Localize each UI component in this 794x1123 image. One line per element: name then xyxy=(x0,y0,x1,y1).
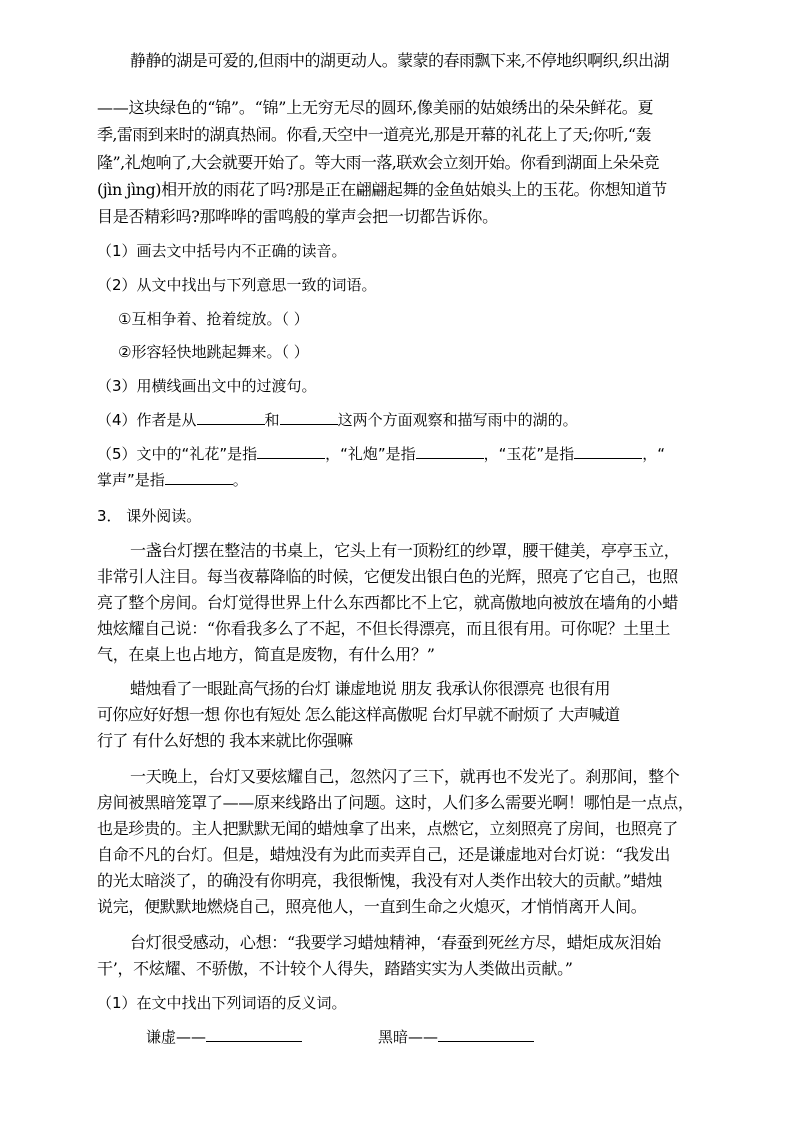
antonym-label: 黑暗—— xyxy=(378,1028,439,1046)
paragraph-line: 一天晚上，台灯又要炫耀自己，忽然闪了三下，就再也不发光了。刹那间，整个 xyxy=(130,767,680,786)
question-5-text: ，“礼炮”是指 xyxy=(325,445,416,463)
paragraph-line: 台灯很受感动，心想：“我要学习蜡烛精神，‘春蚕到死丝方尽，蜡炬成灰泪始 xyxy=(130,933,661,952)
antonym-row xyxy=(378,1027,534,1047)
antonym-row xyxy=(146,1027,302,1047)
question-2-item-a: ①互相争着、抢着绽放。（ ） xyxy=(118,310,309,328)
paragraph-line: 气，在桌上也占地方，简直是废物，有什么用？” xyxy=(97,645,435,664)
question-5-text: ，“玉花”是指 xyxy=(483,445,575,463)
paragraph-line: 非常引人注目。每当夜幕降临的时候，它便发出银白色的光辉，照亮了它自己，也照 xyxy=(97,567,678,586)
section-3-question-1: （1）在文中找出下列词语的反义词。 xyxy=(97,994,347,1012)
passage-line: ——这块绿色的“锦”。“锦”上无穷无尽的圆环,像美丽的姑娘绣出的朵朵鲜花。夏 xyxy=(97,98,654,117)
question-5-text: ，“ xyxy=(642,445,665,463)
paragraph-line: 干’，不炫耀、不骄傲，不计较个人得失，踏踏实实为人类做出贡献。” xyxy=(97,959,573,978)
passage-line: 目是否精彩吗?那哗哗的雷鸣般的掌声会把一切都告诉你。 xyxy=(97,207,498,226)
question-4-text: （4）作者是从 xyxy=(97,411,197,429)
passage-line: (jìn jìng)相开放的雨花了吗?那是正在翩翩起舞的金鱼姑娘头上的玉花。你想知道节 xyxy=(97,180,667,199)
section-heading: 3． 课外阅读。 xyxy=(97,507,202,525)
question-5 xyxy=(97,444,665,464)
question-3: （3）用横线画出文中的过渡句。 xyxy=(97,377,317,395)
answer-blank[interactable] xyxy=(574,444,642,459)
passage-line: 隆”,礼炮响了,大会就要开始了。等大雨一落,联欢会立刻开始。你看到湖面上朵朵竞 xyxy=(97,153,659,172)
question-4 xyxy=(97,410,578,430)
question-2: （2）从文中找出与下列意思一致的词语。 xyxy=(97,276,377,294)
paragraph-line: 行了 有什么好想的 我本来就比你强嘛 xyxy=(97,731,353,750)
antonym-answer-blank[interactable] xyxy=(206,1027,302,1042)
answer-blank[interactable] xyxy=(280,410,338,425)
answer-blank[interactable] xyxy=(257,444,325,459)
paragraph-line: 说完，便默默地燃烧自己，照亮他人，一直到生命之火熄灭，才悄悄离开人间。 xyxy=(97,897,647,916)
antonym-answer-blank[interactable] xyxy=(438,1027,534,1042)
paragraph-line: 的光太暗淡了，的确没有你明亮，我很惭愧，我没有对人类作出较大的贡献。”蜡烛 xyxy=(97,871,663,890)
paragraph-line: 亮了整个房间。台灯觉得世界上什么东西都比不上它，就高傲地向被放在墙角的小蜡 xyxy=(97,593,678,612)
question-4-text: 和 xyxy=(264,411,280,429)
answer-blank[interactable] xyxy=(165,470,233,485)
paragraph-line: 可你应好好想一想 你也有短处 怎么能这样高傲呢 台灯早就不耐烦了 大声喊道 xyxy=(97,705,620,724)
antonym-label: 谦虚—— xyxy=(146,1028,207,1046)
answer-blank[interactable] xyxy=(197,410,265,425)
question-5-text: 掌声”是指 xyxy=(97,471,165,489)
paragraph-line: 房间被黑暗笼罩了——原来线路出了问题。这时，人们多么需要光啊！哪怕是一点点， xyxy=(97,793,694,812)
paragraph-line: 一盏台灯摆在整洁的书桌上，它头上有一顶粉红的纱罩，腰干健美，亭亭玉立， xyxy=(130,541,680,560)
question-2-item-b: ②形容轻快地跳起舞来。（ ） xyxy=(118,343,309,361)
paragraph-line: 也是珍贵的。主人把默默无闻的蜡烛拿了出来，点燃它，立刻照亮了房间，也照亮了 xyxy=(97,819,678,838)
question-1: （1）画去文中括号内不正确的读音。 xyxy=(97,242,347,260)
passage-line: 静静的湖是可爱的,但雨中的湖更动人。蒙蒙的春雨飘下来,不停地织啊织,织出湖 xyxy=(130,51,669,70)
passage-line: 季,雷雨到来时的湖真热闹。你看,天空中一道亮光,那是开幕的礼花上了天;你听,“轰 xyxy=(97,125,651,144)
paragraph-line: 烛炫耀自己说：“你看我多么了不起，不但长得漂亮，而且很有用。可你呢？土里土 xyxy=(97,619,671,638)
question-4-text: 这两个方面观察和描写雨中的湖的。 xyxy=(337,411,578,429)
paragraph-line: 自命不凡的台灯。但是，蜡烛没有为此而卖弄自己，还是谦虚地对台灯说：“我发出 xyxy=(97,845,671,864)
question-5-text: 。 xyxy=(232,471,248,489)
question-5-cont xyxy=(97,470,248,490)
paragraph-line: 蜡烛看了一眼趾高气扬的台灯 谦虚地说 朋友 我承认你很漂亮 也很有用 xyxy=(130,679,610,698)
question-5-text: （5）文中的“礼花”是指 xyxy=(97,445,258,463)
answer-blank[interactable] xyxy=(416,444,484,459)
